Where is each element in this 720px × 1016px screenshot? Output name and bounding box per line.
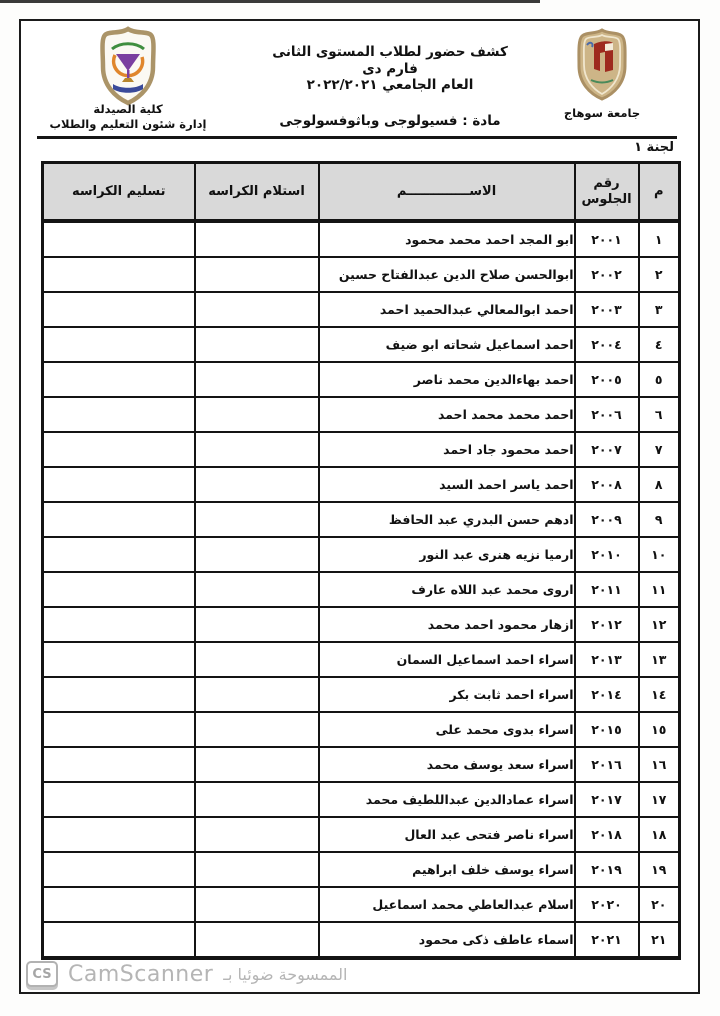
submit-notebook-cell: [43, 747, 195, 782]
table-row: [43, 397, 680, 432]
submit-notebook-cell: [43, 537, 195, 572]
subject-line: مادة : فسيولوجى وباثوفسولوجى: [279, 113, 501, 129]
student-name: احمد محمد محمد احمد: [319, 397, 575, 432]
submit-notebook-cell: [43, 782, 195, 817]
submit-notebook-cell: [43, 327, 195, 362]
table-row: [43, 677, 680, 712]
row-index: ٣: [639, 292, 680, 327]
row-index: ١٢: [639, 607, 680, 642]
submit-notebook-cell: [43, 257, 195, 292]
receive-notebook-cell: [195, 502, 319, 537]
title-line-program: فارم دى: [362, 60, 418, 77]
table-row: [43, 852, 680, 887]
header-receive-notebook: استلام الكراسه: [195, 163, 319, 222]
table-row: [43, 537, 680, 572]
submit-notebook-cell: [43, 221, 195, 257]
row-index: ١٠: [639, 537, 680, 572]
submit-notebook-cell: [43, 292, 195, 327]
row-index: ٩: [639, 502, 680, 537]
seat-number: ٢٠١٨: [575, 817, 639, 852]
student-name: احمد ياسر احمد السيد: [319, 467, 575, 502]
header-index: م: [639, 163, 680, 222]
receive-notebook-cell: [195, 887, 319, 922]
title-line-attendance: كشف حضور لطلاب المستوى الثانى: [272, 44, 508, 60]
receive-notebook-cell: [195, 712, 319, 747]
table-row: [43, 327, 680, 362]
receive-notebook-cell: [195, 747, 319, 782]
receive-notebook-cell: [195, 817, 319, 852]
document-title-block: [220, 44, 560, 94]
student-name: اسراء ناصر فتحى عبد العال: [319, 817, 575, 852]
submit-notebook-cell: [43, 397, 195, 432]
receive-notebook-cell: [195, 257, 319, 292]
student-name: احمد ابوالمعالي عبدالحميد احمد: [319, 292, 575, 327]
table-row: [43, 221, 680, 257]
seat-number: ٢٠١٦: [575, 747, 639, 782]
student-name: ابو المجد احمد محمد محمود: [319, 221, 575, 257]
student-name: اسراء بدوى محمد على: [319, 712, 575, 747]
pharmacy-college-shield-icon: [96, 26, 160, 106]
receive-notebook-cell: [195, 782, 319, 817]
submit-notebook-cell: [43, 642, 195, 677]
receive-notebook-cell: [195, 327, 319, 362]
header-divider-line: [37, 136, 677, 139]
student-name: اروى محمد عبد اللاه عارف: [319, 572, 575, 607]
table-row: [43, 432, 680, 467]
university-name-label: جامعة سوهاج: [563, 106, 641, 120]
seat-number: ٢٠١٩: [575, 852, 639, 887]
seat-number: ٢٠١٢: [575, 607, 639, 642]
row-index: ٧: [639, 432, 680, 467]
seat-number: ٢٠١٤: [575, 677, 639, 712]
receive-notebook-cell: [195, 292, 319, 327]
receive-notebook-cell: [195, 677, 319, 712]
row-index: ١٩: [639, 852, 680, 887]
table-row: [43, 817, 680, 852]
receive-notebook-cell: [195, 607, 319, 642]
title-line-academic-year: العام الجامعي ٢٠٢٢/٢٠٢١: [306, 77, 474, 93]
receive-notebook-cell: [195, 922, 319, 958]
education-affairs-label: إدارة شئون التعليم والطلاب: [49, 117, 207, 131]
row-index: ٥: [639, 362, 680, 397]
receive-notebook-cell: [195, 572, 319, 607]
row-index: ١٧: [639, 782, 680, 817]
student-name: ابوالحسن صلاح الدين عبدالفتاح حسين: [319, 257, 575, 292]
receive-notebook-cell: [195, 537, 319, 572]
row-index: ١٣: [639, 642, 680, 677]
student-name: اسراء احمد اسماعيل السمان: [319, 642, 575, 677]
submit-notebook-cell: [43, 467, 195, 502]
table-row: [43, 607, 680, 642]
sohag-university-shield-icon: [574, 27, 630, 103]
student-name: اسراء يوسف خلف ابراهيم: [319, 852, 575, 887]
seat-number: ٢٠٢٠: [575, 887, 639, 922]
camscanner-watermark: [26, 959, 686, 989]
receive-notebook-cell: [195, 467, 319, 502]
row-index: ٢١: [639, 922, 680, 958]
row-index: ١٨: [639, 817, 680, 852]
submit-notebook-cell: [43, 502, 195, 537]
scanned-with-label: الممسوحة ضوئيا بـ: [223, 964, 348, 984]
row-index: ١١: [639, 572, 680, 607]
seat-number: ٢٠١١: [575, 572, 639, 607]
student-name: احمد اسماعيل شحاته ابو ضيف: [319, 327, 575, 362]
row-index: ٤: [639, 327, 680, 362]
seat-number: ٢٠٢١: [575, 922, 639, 958]
seat-number: ٢٠١٧: [575, 782, 639, 817]
table-row: [43, 747, 680, 782]
seat-number: ٢٠١٥: [575, 712, 639, 747]
row-index: ٦: [639, 397, 680, 432]
row-index: ١٦: [639, 747, 680, 782]
submit-notebook-cell: [43, 572, 195, 607]
receive-notebook-cell: [195, 432, 319, 467]
student-name: ادهم حسن البدري عبد الحافظ: [319, 502, 575, 537]
table-row: [43, 922, 680, 958]
row-index: ٢٠: [639, 887, 680, 922]
table-header-row: [43, 163, 680, 222]
seat-number: ٢٠٠٦: [575, 397, 639, 432]
header-student-name: الاســــــــــــــم: [319, 163, 575, 222]
receive-notebook-cell: [195, 642, 319, 677]
row-index: ٨: [639, 467, 680, 502]
header-submit-notebook: تسليم الكراسه: [43, 163, 195, 222]
submit-notebook-cell: [43, 922, 195, 958]
row-index: ١: [639, 221, 680, 257]
submit-notebook-cell: [43, 607, 195, 642]
table-row: [43, 467, 680, 502]
student-name: ازهار محمود احمد محمد: [319, 607, 575, 642]
submit-notebook-cell: [43, 817, 195, 852]
attendance-table: [41, 161, 681, 960]
submit-notebook-cell: [43, 712, 195, 747]
student-name: احمد محمود جاد احمد: [319, 432, 575, 467]
scan-artifact-top-edge: [0, 0, 540, 3]
committee-number-label: لجنة ١: [634, 140, 674, 155]
header-seat-number: رقم الجلوس: [575, 163, 639, 222]
submit-notebook-cell: [43, 362, 195, 397]
student-name: ارميا نزيه هنرى عبد النور: [319, 537, 575, 572]
college-name-label: كلية الصيدلة: [93, 102, 163, 116]
row-index: ١٥: [639, 712, 680, 747]
seat-number: ٢٠٠٨: [575, 467, 639, 502]
seat-number: ٢٠٠٥: [575, 362, 639, 397]
seat-number: ٢٠٠٣: [575, 292, 639, 327]
camscanner-badge-icon: CS: [26, 961, 58, 987]
table-row: [43, 257, 680, 292]
student-name: اسراء سعد يوسف محمد: [319, 747, 575, 782]
student-name: اسراء عمادالدين عبداللطيف محمد: [319, 782, 575, 817]
seat-number: ٢٠٠٩: [575, 502, 639, 537]
receive-notebook-cell: [195, 221, 319, 257]
table-row: [43, 292, 680, 327]
receive-notebook-cell: [195, 852, 319, 887]
seat-number: ٢٠٠٤: [575, 327, 639, 362]
table-row: [43, 887, 680, 922]
receive-notebook-cell: [195, 397, 319, 432]
camscanner-brand-label: CamScanner: [68, 961, 214, 987]
student-name: اسلام عبدالعاطي محمد اسماعيل: [319, 887, 575, 922]
seat-number: ٢٠٠٧: [575, 432, 639, 467]
student-name: احمد بهاءالدين محمد ناصر: [319, 362, 575, 397]
student-name: اسماء عاطف ذكى محمود: [319, 922, 575, 958]
table-row: [43, 782, 680, 817]
table-row: [43, 502, 680, 537]
seat-number: ٢٠٠٢: [575, 257, 639, 292]
table-row: [43, 712, 680, 747]
table-row: [43, 642, 680, 677]
table-row: [43, 572, 680, 607]
receive-notebook-cell: [195, 362, 319, 397]
row-index: ١٤: [639, 677, 680, 712]
table-body: [43, 221, 680, 958]
seat-number: ٢٠١٣: [575, 642, 639, 677]
seat-number: ٢٠٠١: [575, 221, 639, 257]
row-index: ٢: [639, 257, 680, 292]
submit-notebook-cell: [43, 677, 195, 712]
table-row: [43, 362, 680, 397]
seat-number: ٢٠١٠: [575, 537, 639, 572]
submit-notebook-cell: [43, 852, 195, 887]
submit-notebook-cell: [43, 887, 195, 922]
submit-notebook-cell: [43, 432, 195, 467]
student-name: اسراء احمد ثابت بكر: [319, 677, 575, 712]
